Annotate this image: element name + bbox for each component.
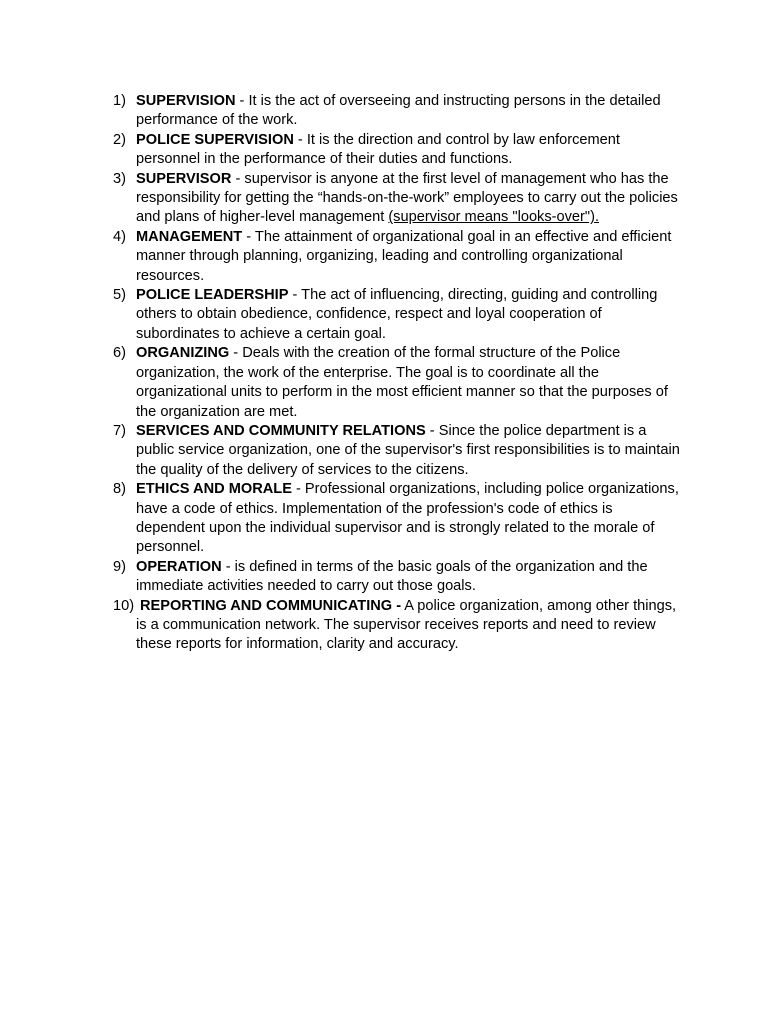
definition-item-ethics-morale	[113, 480, 683, 558]
term-label: SUPERVISOR	[136, 170, 232, 187]
item-number: 3)	[113, 170, 126, 187]
item-number: 8)	[113, 481, 126, 498]
item-number: 10)	[113, 597, 135, 614]
definition-text: - It is the direction and control by law enforcement personnel in the performance of their duties and functions.	[136, 131, 620, 168]
term-label: SUPERVISION	[136, 93, 236, 109]
term-label: SERVICES AND COMMUNITY RELATIONS	[136, 422, 426, 439]
definition-item-supervisor	[113, 170, 683, 228]
term-label: POLICE SUPERVISION	[136, 131, 294, 148]
term-label: POLICE LEADERSHIP	[136, 287, 289, 304]
definition-text: - Professional organizations, including police organizations, have a code of ethics. Implementation of the profession's code of ethics is dependent upon the individual supervisor and is strongly related to the morale of personnel.	[136, 481, 679, 556]
item-number: 6)	[113, 345, 126, 362]
definition-text: - supervisor is anyone at the first level of management who has the responsibility for getting the “hands-on-the-work” employees to carry out the policies and plans of higher-level management	[136, 170, 678, 226]
definition-text: - Deals with the creation of the formal structure of the Police organization, the work of the enterprise. The goal is to coordinate all the organizational units to perform in the most efficient manner so that the purposes of the organization are met.	[136, 345, 668, 420]
item-number: 7)	[113, 422, 126, 439]
definition-text: A police organization, among other things, is a communication network. The supervisor receives reports and need to review these reports for information, clarity and accuracy.	[136, 597, 677, 653]
term-label: MANAGEMENT	[136, 228, 243, 245]
term-label: OPERATION	[136, 558, 222, 575]
term-label: ORGANIZING	[136, 345, 230, 362]
term-label: ETHICS AND MORALE	[136, 481, 292, 498]
definition-text: - It is the act of overseeing and instructing persons in the detailed performance of the work.	[136, 93, 661, 129]
definition-item-organizing	[113, 344, 683, 422]
definition-text: - The attainment of organizational goal in an effective and efficient manner through planning, organizing, leading and controlling organizational resources.	[136, 228, 672, 284]
definition-item-reporting-communicating	[113, 597, 683, 655]
item-number: 2)	[113, 131, 126, 148]
item-number: 9)	[113, 558, 126, 575]
definition-item-services-community-relations	[113, 422, 683, 480]
definition-text: - Since the police department is a public service organization, one of the supervisor's first responsibilities is to maintain the quality of the delivery of services to the citizens.	[136, 422, 680, 478]
definition-item-supervision	[113, 92, 683, 131]
definitions-list	[113, 92, 683, 655]
term-label: REPORTING AND COMMUNICATING -	[140, 597, 402, 614]
definition-item-police-supervision	[113, 131, 683, 170]
item-number: 4)	[113, 228, 126, 245]
underlined-note: (supervisor means "looks-over").	[388, 209, 599, 226]
definition-item-police-leadership	[113, 286, 683, 344]
definition-item-management	[113, 228, 683, 286]
definition-text: - is defined in terms of the basic goals of the organization and the immediate activities needed to carry out those goals.	[136, 558, 648, 595]
item-number: 1)	[113, 93, 126, 109]
definition-item-operation	[113, 558, 683, 597]
item-number: 5)	[113, 287, 126, 304]
definition-text: - The act of influencing, directing, guiding and controlling others to obtain obedience, confidence, respect and loyal cooperation of subordinates to achieve a certain goal.	[136, 287, 658, 342]
